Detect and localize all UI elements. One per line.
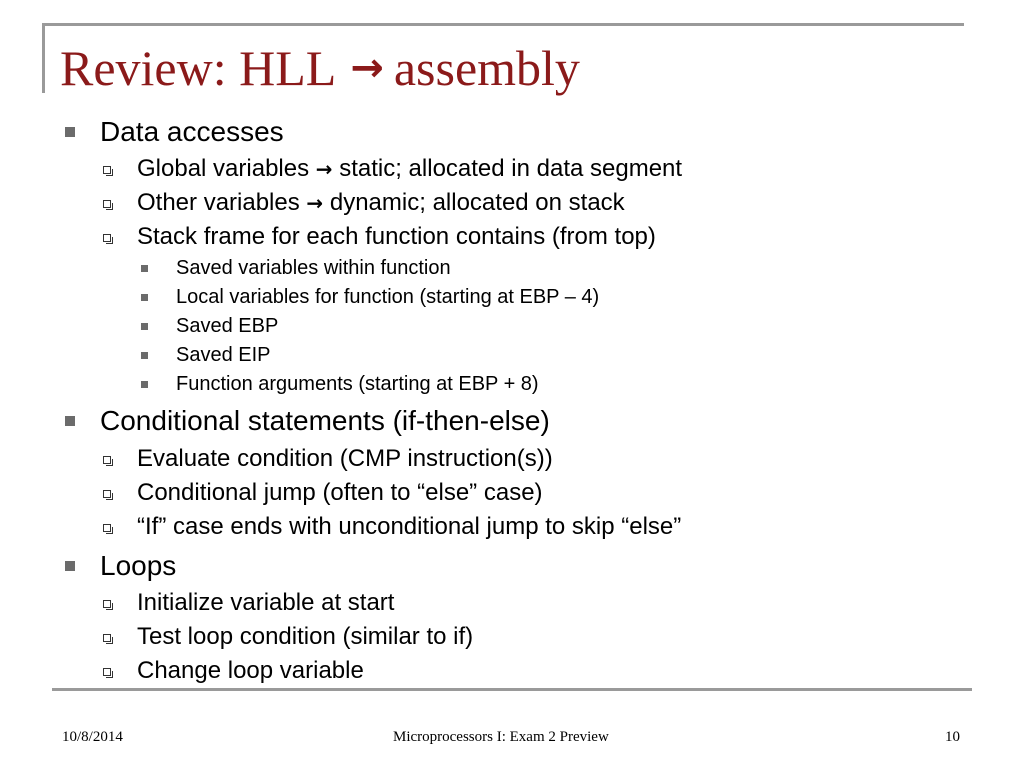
footer-page-number: 10 <box>945 729 960 745</box>
item-text: dynamic; allocated on stack <box>329 189 625 216</box>
right-arrow-icon: → <box>306 191 324 215</box>
item-text: Conditional statements (if-then-else) <box>100 405 550 436</box>
list-item <box>176 343 271 367</box>
slide-title <box>60 38 580 102</box>
hollow-square-bullet-icon <box>103 490 111 498</box>
item-text: “If” case ends with unconditional jump to skip “else” <box>137 513 682 540</box>
list-item <box>100 550 176 582</box>
square-bullet-icon <box>141 352 148 359</box>
list-item <box>176 372 539 396</box>
item-text: Evaluate condition (CMP instruction(s)) <box>137 445 553 472</box>
item-text: Saved EBP <box>176 315 279 337</box>
list-item <box>176 256 451 280</box>
square-bullet-icon <box>65 416 75 426</box>
hollow-square-bullet-icon <box>103 456 111 464</box>
hollow-square-bullet-icon <box>103 200 111 208</box>
item-text: static; allocated in data segment <box>339 155 683 182</box>
item-text: Global variables <box>137 155 310 182</box>
item-text: Stack frame for each function contains (from top) <box>137 223 656 250</box>
footer-course: Microprocessors I: Exam 2 Preview <box>393 729 609 745</box>
list-item <box>137 479 543 507</box>
list-item <box>137 189 625 217</box>
footer-rule <box>52 688 972 691</box>
list-item <box>137 657 364 685</box>
item-text: Function arguments (starting at EBP + 8) <box>176 373 539 395</box>
list-item <box>137 589 394 617</box>
hollow-square-bullet-icon <box>103 668 111 676</box>
list-item <box>137 155 682 183</box>
title-before: Review: HLL <box>60 40 337 96</box>
hollow-square-bullet-icon <box>103 524 111 532</box>
footer-date: 10/8/2014 <box>62 729 123 745</box>
hollow-square-bullet-icon <box>103 600 111 608</box>
item-text: Initialize variable at start <box>137 589 395 616</box>
hollow-square-bullet-icon <box>103 166 111 174</box>
square-bullet-icon <box>141 323 148 330</box>
right-arrow-icon: → <box>315 157 333 181</box>
item-text: Other variables <box>137 189 300 216</box>
list-item <box>100 116 284 148</box>
item-text: Data accesses <box>100 116 284 147</box>
title-after: assembly <box>393 40 580 96</box>
frame-left-rule <box>42 23 45 93</box>
list-item <box>100 405 550 437</box>
list-item <box>176 285 599 309</box>
item-text: Test loop condition (similar to if) <box>137 623 474 650</box>
item-text: Change loop variable <box>137 657 364 684</box>
list-item <box>176 314 278 338</box>
item-text: Loops <box>100 550 177 581</box>
list-item <box>137 223 656 251</box>
item-text: Saved variables within function <box>176 257 451 279</box>
square-bullet-icon <box>141 265 148 272</box>
square-bullet-icon <box>141 294 148 301</box>
hollow-square-bullet-icon <box>103 634 111 642</box>
square-bullet-icon <box>141 381 148 388</box>
right-arrow-icon: → <box>350 45 384 91</box>
item-text: Saved EIP <box>176 344 271 366</box>
square-bullet-icon <box>65 561 75 571</box>
hollow-square-bullet-icon <box>103 234 111 242</box>
list-item <box>137 445 553 473</box>
list-item <box>137 623 473 651</box>
item-text: Local variables for function (starting at EBP – 4) <box>176 286 600 308</box>
frame-top-rule <box>42 23 964 26</box>
item-text: Conditional jump (often to “else” case) <box>137 479 543 506</box>
square-bullet-icon <box>65 127 75 137</box>
list-item <box>137 513 681 541</box>
